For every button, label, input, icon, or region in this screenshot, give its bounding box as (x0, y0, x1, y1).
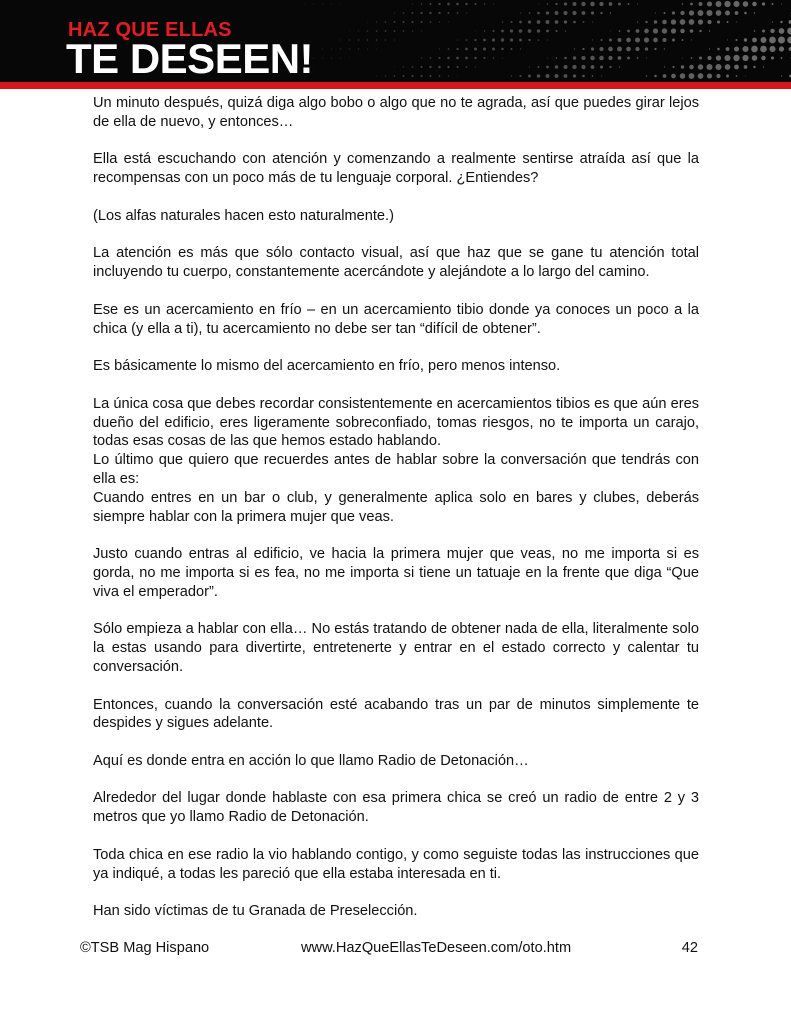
paragraph: La atención es más que sólo contacto visual, así que haz que se gane tu atención total incluyendo tu cuerpo, constantemente acercándote y alejándote a lo largo del camino. (93, 245, 699, 281)
footer-url: www.HazQueEllasTeDeseen.com/oto.htm (301, 940, 572, 956)
paragraph: Sólo empieza a hablar con ella… No estás tratando de obtener nada de ella, literalmente solo la estas usando para divertirte, entretenerte y entrar en el estado correcto y calentar tu conversación. (93, 621, 699, 675)
footer-copyright: ©TSB Mag Hispano (80, 940, 210, 956)
paragraph: Lo último que quiero que recuerdes antes de hablar sobre la conversación que tendrás con ella es: (93, 452, 699, 487)
page-header (0, 0, 791, 82)
paragraph: Un minuto después, quizá diga algo bobo o algo que no te agrada, así que puedes girar lejos de ella de nuevo, y entonces… (93, 95, 699, 130)
paragraph: Justo cuando entras al edificio, ve hacia la primera mujer que veas, no me importa si es gorda, no me importa si es fea, no me importa si tiene un tatuaje en la frente que diga “Que viva el emperador”. (93, 546, 699, 600)
paragraph: Han sido víctimas de tu Granada de Preselección. (93, 903, 418, 920)
paragraph: Alrededor del lugar donde hablaste con esa primera chica se creó un radio de entre 2 y 3 metros que yo llamo Radio de Detonación. (93, 790, 699, 826)
page-footer (80, 940, 698, 960)
paragraph: La única cosa que debes recordar consistentemente en acercamientos tibios es que aún eres dueño del edificio, eres ligeramente sobreconfiado, tomas riesgos, no te importa un carajo, todas esas cosas de las que hemos estado hablando. (93, 395, 699, 450)
paragraph: Entonces, cuando la conversación esté acabando tras un par de minutos simplemente te despides y sigues adelante. (93, 696, 699, 732)
paragraph: (Los alfas naturales hacen esto naturalmente.) (93, 207, 394, 224)
paragraph: Cuando entres en un bar o club, y generalmente aplica solo en bares y clubes, deberás siempre hablar con la primera mujer que veas. (93, 489, 699, 525)
brand-title: TE DESEEN! (66, 35, 314, 82)
paragraph: Ella está escuchando con atención y comenzando a realmente sentirse atraída así que la recompensas con un poco más de tu lenguaje corporal. ¿Entiendes? (93, 151, 699, 187)
header-accent-line (0, 82, 791, 89)
paragraph: Aquí es donde entra en acción lo que llamo Radio de Detonación… (93, 752, 529, 769)
paragraph: Es básicamente lo mismo del acercamiento en frío, pero menos intenso. (93, 358, 561, 375)
page-body (93, 94, 699, 940)
brand-tagline: HAZ QUE ELLAS (68, 19, 232, 41)
paragraph: Ese es un acercamiento en frío – en un acercamiento tibio donde ya conoces un poco a la chica (y ella a ti), tu acercamiento no debe ser tan “difícil de obtener”. (93, 301, 699, 337)
paragraph: Toda chica en ese radio la vio hablando contigo, y como seguiste todas las instrucciones que ya indiqué, a todas les pareció que ella estaba interesada en ti. (93, 846, 699, 882)
page-number: 42 (681, 940, 698, 956)
